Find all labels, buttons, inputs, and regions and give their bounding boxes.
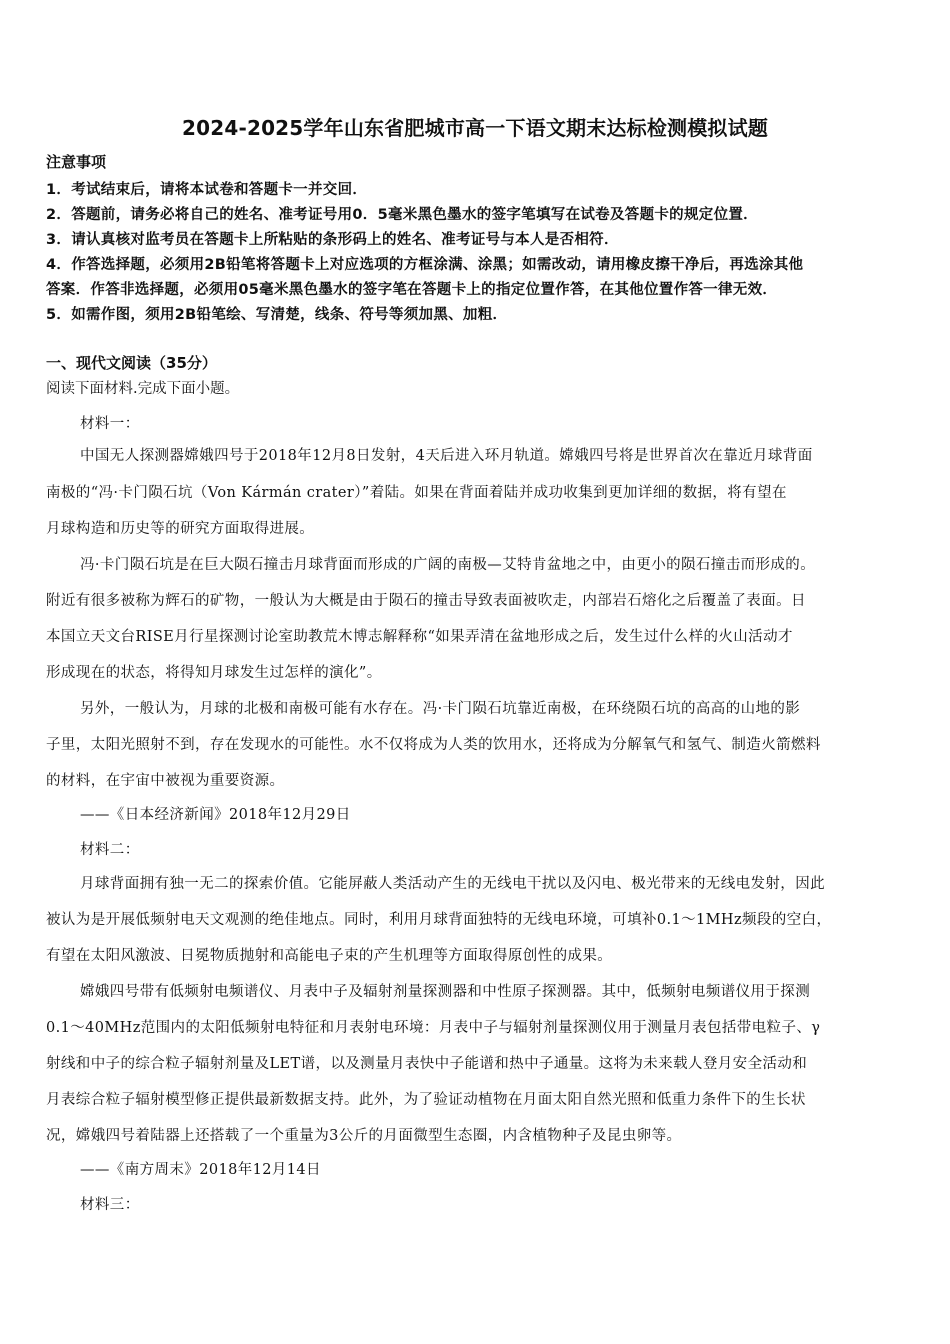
paragraph-line: 附近有很多被称为辉石的矿物，一般认为大概是由于陨石的撞击导致表面被吹走，内部岩石熔化之后覆盖了表面。日 [46, 593, 806, 609]
page-title: 2024-2025学年山东省肥城市高一下语文期末达标检测模拟试题 [181, 116, 769, 140]
section-intro: 阅读下面材料.完成下面小题。 [46, 381, 240, 397]
paragraph-line: 另外，一般认为，月球的北极和南极可能有水存在。冯·卡门陨石坑靠近南极，在环绕陨石坑的高高的山地的影 [80, 701, 801, 717]
material-heading: 材料三： [80, 1197, 140, 1213]
paragraph-line: 本国立天文台RISE月行星探测讨论室助教荒木博志解释称“如果弄清在盆地形成之后，发生过什么样的火山活动才 [46, 629, 793, 645]
section-title: 一、现代文阅读（35分） [46, 354, 217, 372]
notice-line: 3．请认真核对监考员在答题卡上所粘贴的条形码上的姓名、准考证号与本人是否相符． [46, 232, 619, 248]
notice-line: 答案．作答非选择题，必须用05毫米黑色墨水的签字笔在答题卡上的指定位置作答，在其他位置作答一律无效． [46, 282, 778, 298]
paragraph-line: 射线和中子的综合粒子辐射剂量及LET谱，以及测量月表快中子能谱和热中子通量。这将为未来载人登月安全活动和 [46, 1056, 808, 1072]
paragraph-line: 冯·卡门陨石坑是在巨大陨石撞击月球背面而形成的广阔的南极—艾特肯盆地之中，由更小的陨石撞击而形成的。 [80, 557, 816, 573]
source-citation: ——《南方周末》2018年12月14日 [80, 1162, 321, 1178]
notice-line: 2．答题前，请务必将自己的姓名、准考证号用0．5毫米黑色墨水的签字笔填写在试卷及答题卡的规定位置． [46, 207, 758, 223]
paragraph-line: 南极的“冯·卡门陨石坑（Von Kármán crater）”着陆。如果在背面着陆并成功收集到更加详细的数据，将有望在 [46, 485, 787, 501]
paragraph-line: 的材料，在宇宙中被视为重要资源。 [46, 773, 285, 789]
paragraph-line: 嫦娥四号带有低频射电频谱仪、月表中子及辐射剂量探测器和中性原子探测器。其中，低频射电频谱仪用于探测 [80, 984, 811, 1000]
paragraph-line: 子里，太阳光照射不到，存在发现水的可能性。水不仅将成为人类的饮用水，还将成为分解氧气和氢气、制造火箭燃料 [46, 737, 821, 753]
paragraph-line: 0.1～40MHz范围内的太阳低频射电特征和月表射电环境：月表中子与辐射剂量探测仪用于测量月表包括带电粒子、γ [46, 1020, 821, 1036]
source-citation: ——《日本经济新闻》2018年12月29日 [80, 807, 351, 823]
notice-heading: 注意事项 [46, 153, 107, 171]
notice-line: 4．作答选择题，必须用2B铅笔将答题卡上对应选项的方框涂满、涂黑；如需改动，请用橡皮擦干净后，再选涂其他 [46, 257, 804, 273]
paragraph-line: 被认为是开展低频射电天文观测的绝佳地点。同时，利用月球背面独特的无线电环境，可填补0.1～1MHz频段的空白， [46, 912, 832, 928]
paragraph-line: 有望在太阳风激波、日冕物质抛射和高能电子束的产生机理等方面取得原创性的成果。 [46, 948, 613, 964]
paragraph-line: 中国无人探测器嫦娥四号于2018年12月8日发射，4天后进入环月轨道。嫦娥四号将是世界首次在靠近月球背面 [80, 448, 813, 464]
material-heading: 材料二： [80, 842, 140, 858]
paragraph-line: 月球构造和历史等的研究方面取得进展。 [46, 521, 315, 537]
material-heading: 材料一： [80, 416, 140, 432]
paragraph-line: 形成现在的状态，将得知月球发生过怎样的演化”。 [46, 665, 382, 681]
paragraph-line: 况，嫦娥四号着陆器上还搭载了一个重量为3公斤的月面微型生态圈，内含植物种子及昆虫卵等。 [46, 1128, 682, 1144]
paragraph-line: 月球背面拥有独一无二的探索价值。它能屏蔽人类活动产生的无线电干扰以及闪电、极光带来的无线电发射，因此 [80, 876, 825, 892]
paragraph-line: 月表综合粒子辐射模型修正提供最新数据支持。此外，为了验证动植物在月面太阳自然光照和低重力条件下的生长状 [46, 1092, 806, 1108]
notice-line: 5．如需作图，须用2B铅笔绘、写清楚，线条、符号等须加黑、加粗． [46, 307, 508, 323]
notice-line: 1．考试结束后，请将本试卷和答题卡一并交回． [46, 182, 368, 198]
